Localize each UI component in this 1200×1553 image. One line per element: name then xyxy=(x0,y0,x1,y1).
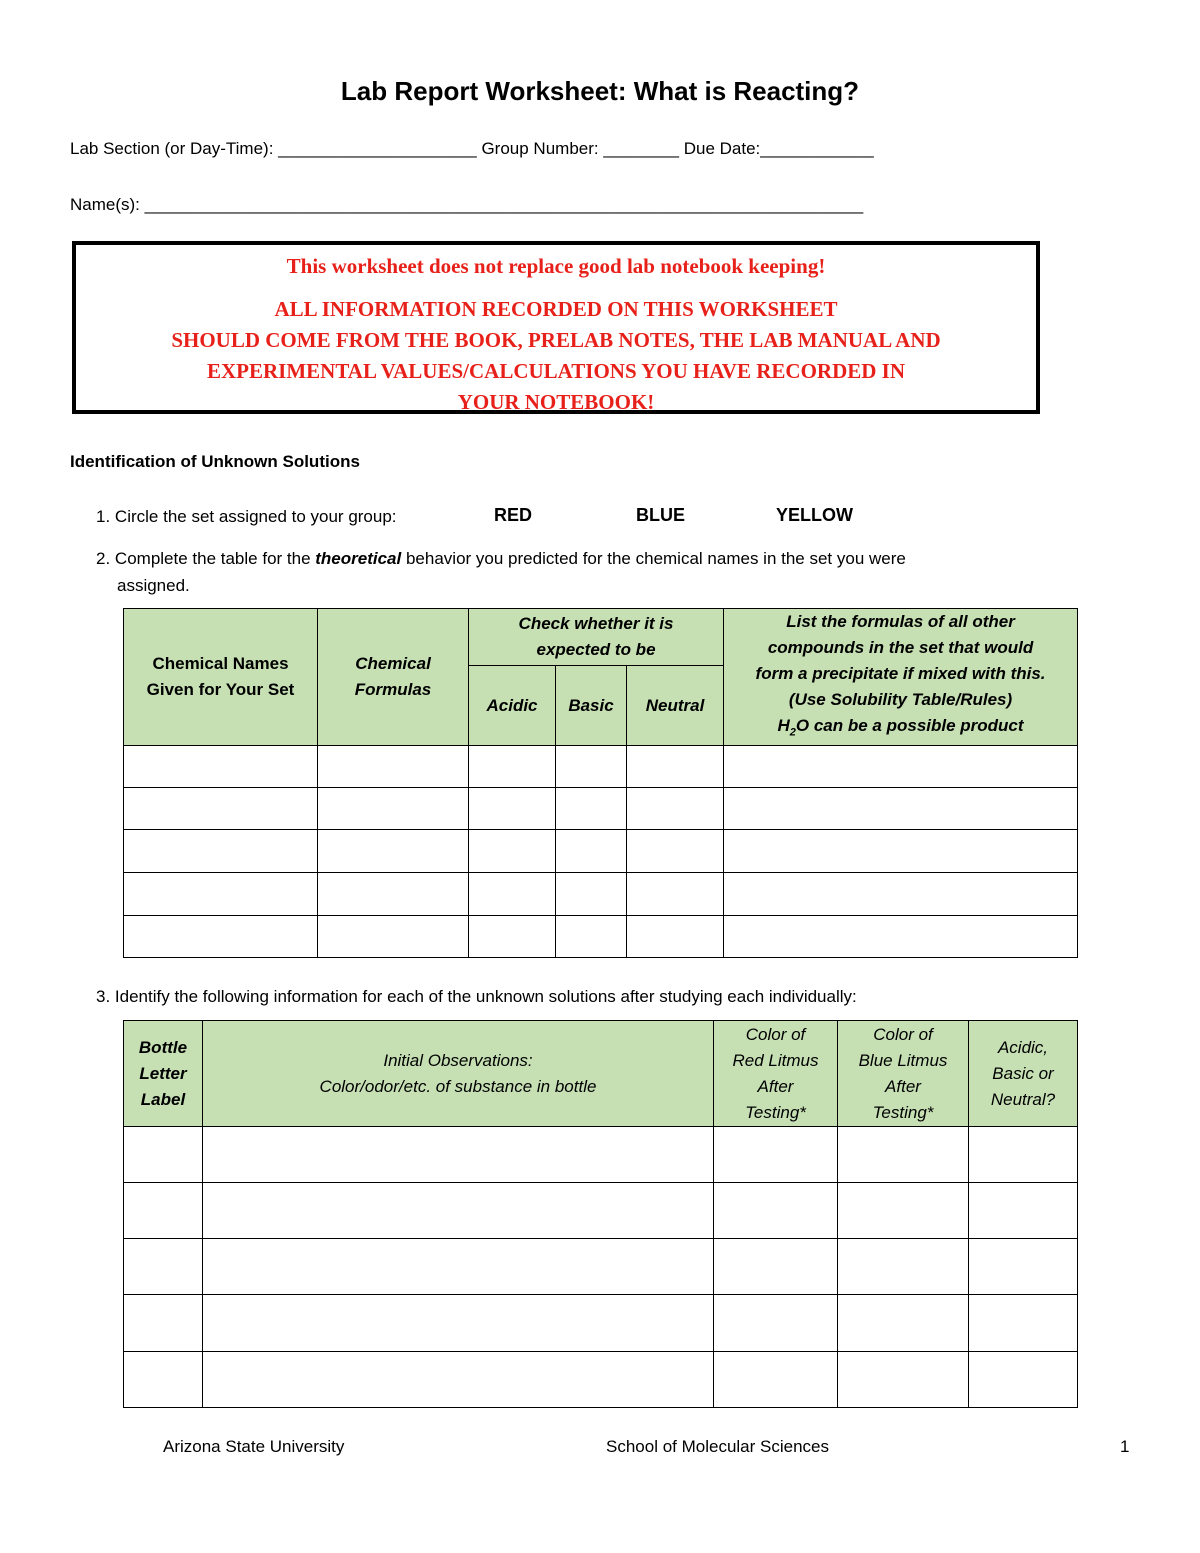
table-cell[interactable] xyxy=(203,1295,714,1352)
table-cell[interactable] xyxy=(124,916,318,958)
table-cell[interactable] xyxy=(124,1239,203,1295)
table-row xyxy=(124,1295,1078,1352)
table-cell[interactable] xyxy=(124,830,318,873)
table-cell[interactable] xyxy=(714,1127,838,1183)
table-cell[interactable] xyxy=(838,1239,969,1295)
group-number-field[interactable]: ________ xyxy=(603,139,679,158)
table-cell[interactable] xyxy=(203,1239,714,1295)
observations-header-line1: Initial Observations: xyxy=(383,1050,533,1070)
col-chemical-names-line1: Chemical Names xyxy=(152,654,289,674)
precipitate-header-line4: (Use Solubility Table/Rules) xyxy=(788,690,1013,709)
table-cell[interactable] xyxy=(627,873,724,916)
section-heading: Identification of Unknown Solutions xyxy=(70,452,360,471)
check-header-line1: Check whether it is xyxy=(518,613,674,633)
table-cell[interactable] xyxy=(124,1295,203,1352)
table-cell[interactable] xyxy=(469,746,556,788)
table-cell[interactable] xyxy=(556,830,627,873)
col-neutral-header: Neutral xyxy=(627,665,724,746)
table-cell[interactable] xyxy=(203,1352,714,1408)
table-cell[interactable] xyxy=(714,1183,838,1239)
footer-university: Arizona State University xyxy=(163,1437,345,1456)
item-2-number: 2. xyxy=(96,549,111,568)
col-chemical-formulas-line2: Formulas xyxy=(354,680,432,700)
table-cell[interactable] xyxy=(627,746,724,788)
water-formula-rest: O can be a possible product xyxy=(795,716,1024,735)
notice-line-3: SHOULD COME FROM THE BOOK, PRELAB NOTES, THE LAB MANUAL AND xyxy=(171,328,941,352)
red-litmus-header-line2: Red Litmus xyxy=(732,1050,819,1070)
blue-litmus-header-line3: After xyxy=(885,1076,921,1096)
table-cell[interactable] xyxy=(124,1352,203,1408)
table-cell[interactable] xyxy=(714,1239,838,1295)
table-cell[interactable] xyxy=(627,916,724,958)
table-row xyxy=(124,1352,1078,1408)
table-row xyxy=(124,1127,1078,1183)
table-cell[interactable] xyxy=(969,1295,1078,1352)
red-litmus-header-line3: After xyxy=(757,1076,794,1096)
table-cell[interactable] xyxy=(124,873,318,916)
table-cell[interactable] xyxy=(724,746,1078,788)
item-3 xyxy=(96,983,857,1010)
notice-line-4: EXPERIMENTAL VALUES/CALCULATIONS YOU HAVE RECORDED IN xyxy=(207,359,905,383)
col-precipitate-header xyxy=(724,609,1078,746)
table-cell[interactable] xyxy=(969,1127,1078,1183)
precipitate-header-line1: List the formulas of all other xyxy=(786,612,1015,631)
item-2-text-before: Complete the table for the xyxy=(114,549,316,568)
table-cell[interactable] xyxy=(318,746,469,788)
col-blue-litmus-header xyxy=(838,1021,969,1127)
table-row xyxy=(124,830,1078,873)
col-chemical-names-line2: Given for Your Set xyxy=(146,680,295,700)
table-cell[interactable] xyxy=(724,873,1078,916)
table-cell[interactable] xyxy=(469,830,556,873)
names-field[interactable]: ____________________________________________________________________________ xyxy=(144,195,864,214)
table-cell[interactable] xyxy=(724,830,1078,873)
item-2-text-after: behavior you predicted for the chemical names in the set you were xyxy=(401,549,906,568)
table-cell[interactable] xyxy=(838,1127,969,1183)
notice-line-1: This worksheet does not replace good lab notebook keeping! xyxy=(286,254,826,278)
item-2-text-line2: assigned. xyxy=(117,576,190,595)
table-row xyxy=(124,1183,1078,1239)
table-cell[interactable] xyxy=(556,916,627,958)
table-cell[interactable] xyxy=(469,873,556,916)
theoretical-behavior-table xyxy=(123,608,1078,958)
footer-school: School of Molecular Sciences xyxy=(606,1437,830,1456)
table-cell[interactable] xyxy=(627,830,724,873)
red-litmus-header-line4: Testing* xyxy=(745,1102,806,1122)
table-cell[interactable] xyxy=(714,1295,838,1352)
col-basic-header: Basic xyxy=(556,665,627,746)
group-number-label: Group Number: xyxy=(481,139,599,158)
set-option-red[interactable]: RED xyxy=(494,505,533,525)
set-option-yellow[interactable]: YELLOW xyxy=(776,505,853,525)
water-formula-subscript: 2 xyxy=(789,726,796,739)
check-header-line2: expected to be xyxy=(536,639,656,659)
table-cell[interactable] xyxy=(124,746,318,788)
table-cell[interactable] xyxy=(124,788,318,830)
table-cell[interactable] xyxy=(724,788,1078,830)
abn-header-line2: Basic or xyxy=(992,1063,1054,1083)
col-chemical-names-header xyxy=(124,609,318,746)
item-2-emphasis: theoretical xyxy=(315,549,402,568)
table-row xyxy=(124,916,1078,958)
col-acidic-basic-neutral-header xyxy=(969,1021,1078,1127)
table-cell[interactable] xyxy=(724,916,1078,958)
table-cell[interactable] xyxy=(203,1183,714,1239)
abn-header-line1: Acidic, xyxy=(997,1037,1049,1057)
table-cell[interactable] xyxy=(469,788,556,830)
item-1 xyxy=(96,503,397,530)
table-cell[interactable] xyxy=(318,916,469,958)
precipitate-header-line3: form a precipitate if mixed with this. xyxy=(755,664,1046,683)
table-cell[interactable] xyxy=(627,788,724,830)
names-label: Name(s): xyxy=(70,195,140,214)
notice-line-5: YOUR NOTEBOOK! xyxy=(457,390,655,414)
abn-header-line3: Neutral? xyxy=(990,1089,1056,1109)
col-bottle-label-header xyxy=(124,1021,203,1127)
table-cell[interactable] xyxy=(838,1352,969,1408)
col-acidic-header: Acidic xyxy=(469,665,556,746)
item-1-text: Circle the set assigned to your group: xyxy=(114,507,397,526)
bottle-header-line2: Letter xyxy=(139,1063,187,1083)
table-cell[interactable] xyxy=(469,916,556,958)
col-chemical-formulas-header xyxy=(318,609,469,746)
table-cell[interactable] xyxy=(714,1352,838,1408)
table-cell[interactable] xyxy=(969,1352,1078,1408)
item-3-text: Identify the following information for each of the unknown solutions after studying each individually: xyxy=(114,987,857,1006)
table-row xyxy=(124,873,1078,916)
col-chemical-formulas-line1: Chemical xyxy=(355,654,431,674)
lab-section-field[interactable]: _____________________ xyxy=(278,139,477,158)
footer-page-number: 1 xyxy=(1120,1437,1130,1456)
table-row xyxy=(124,1239,1078,1295)
table-cell[interactable] xyxy=(318,873,469,916)
table-cell[interactable] xyxy=(556,788,627,830)
set-option-blue[interactable]: BLUE xyxy=(636,505,685,525)
info-line-names xyxy=(70,195,863,215)
item-3-number: 3. xyxy=(96,987,111,1006)
due-date-label: Due Date: xyxy=(683,139,761,158)
col-check-group-header xyxy=(469,609,724,666)
precipitate-header-line2: compounds in the set that would xyxy=(767,638,1034,657)
table-cell[interactable] xyxy=(969,1239,1078,1295)
item-2 xyxy=(96,545,1056,599)
table-cell[interactable] xyxy=(556,873,627,916)
table-cell[interactable] xyxy=(556,746,627,788)
bottle-header-line1: Bottle xyxy=(138,1037,188,1057)
red-litmus-header-line1: Color of xyxy=(745,1024,806,1044)
table-row xyxy=(124,746,1078,788)
water-formula-h: H xyxy=(777,716,790,735)
table-cell[interactable] xyxy=(318,788,469,830)
lab-section-label: Lab Section (or Day-Time): xyxy=(70,139,274,158)
blue-litmus-header-line1: Color of xyxy=(873,1024,933,1044)
table-cell[interactable] xyxy=(124,1127,203,1183)
table-cell[interactable] xyxy=(969,1183,1078,1239)
table-cell[interactable] xyxy=(838,1183,969,1239)
table-cell[interactable] xyxy=(124,1183,203,1239)
due-date-field[interactable]: ____________ xyxy=(760,139,874,158)
page-title: Lab Report Worksheet: What is Reacting? xyxy=(340,76,860,106)
notice-box xyxy=(72,241,1040,414)
blue-litmus-header-line2: Blue Litmus xyxy=(858,1050,948,1070)
observations-header-line2: Color/odor/etc. of substance in bottle xyxy=(319,1076,597,1096)
precipitate-header-line5 xyxy=(724,713,1077,745)
table-cell[interactable] xyxy=(838,1295,969,1352)
info-line-section xyxy=(70,139,874,159)
col-red-litmus-header xyxy=(714,1021,838,1127)
blue-litmus-header-line4: Testing* xyxy=(872,1102,934,1122)
table-cell[interactable] xyxy=(318,830,469,873)
table-cell[interactable] xyxy=(203,1127,714,1183)
table-row xyxy=(124,788,1078,830)
col-initial-observations-header xyxy=(203,1021,714,1127)
item-1-number: 1. xyxy=(96,507,111,526)
notice-line-2: ALL INFORMATION RECORDED ON THIS WORKSHEET xyxy=(274,297,838,321)
bottle-header-line3: Label xyxy=(140,1089,186,1109)
notice-body xyxy=(76,294,1036,418)
unknown-solutions-table xyxy=(123,1020,1078,1408)
